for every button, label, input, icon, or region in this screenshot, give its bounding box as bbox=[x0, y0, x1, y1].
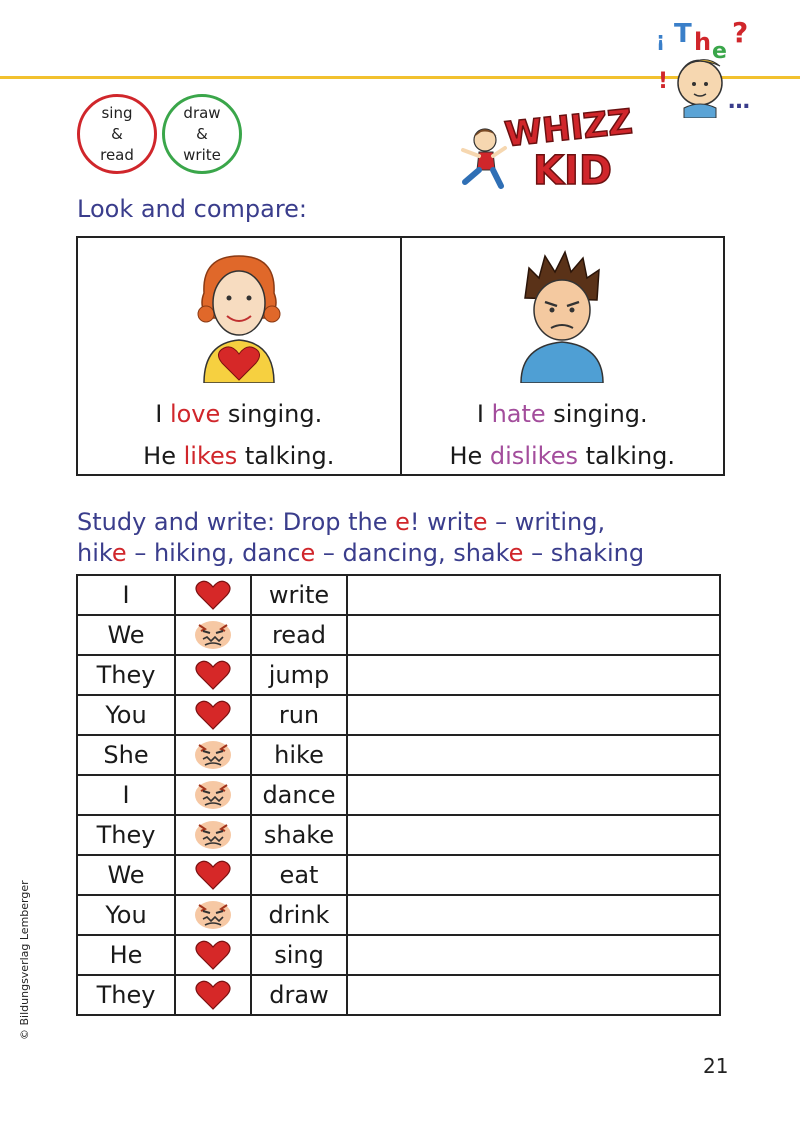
answer-cell[interactable] bbox=[347, 695, 720, 735]
subject-cell: I bbox=[77, 575, 175, 615]
verb-cell: read bbox=[251, 615, 347, 655]
angry-face-icon bbox=[175, 615, 251, 655]
angry-face-icon bbox=[175, 735, 251, 775]
likes-sentence bbox=[78, 442, 400, 470]
answer-cell[interactable] bbox=[347, 975, 720, 1015]
table-row bbox=[77, 695, 720, 735]
angry-face-icon bbox=[175, 895, 251, 935]
logo-line2: KID bbox=[533, 148, 613, 194]
answer-cell[interactable] bbox=[347, 855, 720, 895]
highlight-letter: e bbox=[111, 539, 127, 567]
verb-cell: run bbox=[251, 695, 347, 735]
sentence-text: I bbox=[155, 400, 170, 428]
heading-text: – shaking bbox=[523, 539, 645, 567]
answer-cell[interactable] bbox=[347, 655, 720, 695]
running-kid-icon bbox=[463, 129, 505, 186]
badge-text: & bbox=[111, 124, 123, 143]
answer-cell[interactable] bbox=[347, 775, 720, 815]
highlight-letter: e bbox=[508, 539, 524, 567]
dislikes-sentence bbox=[402, 442, 724, 470]
table-row bbox=[77, 735, 720, 775]
verb-cell: jump bbox=[251, 655, 347, 695]
table-row bbox=[77, 575, 720, 615]
sentence-text: He bbox=[143, 442, 184, 470]
corner-letter: ! bbox=[658, 69, 669, 94]
subject-cell: We bbox=[77, 855, 175, 895]
corner-letter: ¡ bbox=[656, 27, 666, 51]
corner-letter: … bbox=[728, 89, 750, 114]
sentence-text: talking. bbox=[237, 442, 335, 470]
answer-cell[interactable] bbox=[347, 815, 720, 855]
table-row bbox=[77, 815, 720, 855]
heading-text: ! writ bbox=[409, 508, 473, 536]
whizz-kid-logo bbox=[455, 92, 635, 201]
heading-text: Study and write: Drop the bbox=[77, 508, 396, 536]
highlight-letter: e bbox=[395, 508, 410, 536]
subject-cell: You bbox=[77, 895, 175, 935]
corner-letter: h bbox=[694, 28, 712, 56]
answer-cell[interactable] bbox=[347, 935, 720, 975]
table-row bbox=[77, 855, 720, 895]
subject-cell: We bbox=[77, 615, 175, 655]
sentence-text: singing. bbox=[220, 400, 323, 428]
highlight-word: love bbox=[169, 400, 221, 428]
hate-sentence bbox=[402, 400, 724, 428]
corner-character-illustration bbox=[650, 8, 780, 122]
happy-girl-illustration bbox=[184, 248, 294, 387]
verb-cell: sing bbox=[251, 935, 347, 975]
sing-read-badge bbox=[77, 94, 157, 174]
study-write-heading-line2 bbox=[77, 539, 644, 567]
answer-cell[interactable] bbox=[347, 575, 720, 615]
badge-text: write bbox=[183, 145, 221, 164]
heading-text: – writing, bbox=[487, 508, 606, 536]
table-row bbox=[77, 935, 720, 975]
draw-write-badge bbox=[162, 94, 242, 174]
table-row bbox=[77, 615, 720, 655]
verb-cell: shake bbox=[251, 815, 347, 855]
heart-icon bbox=[175, 855, 251, 895]
table-row bbox=[77, 975, 720, 1015]
corner-letter: e bbox=[712, 39, 727, 64]
subject-cell: You bbox=[77, 695, 175, 735]
badge-text: & bbox=[196, 124, 208, 143]
answer-cell[interactable] bbox=[347, 615, 720, 655]
table-row bbox=[77, 775, 720, 815]
highlight-letter: e bbox=[300, 539, 316, 567]
sentence-text: talking. bbox=[577, 442, 676, 470]
subject-cell: He bbox=[77, 935, 175, 975]
subject-cell: They bbox=[77, 655, 175, 695]
heart-icon bbox=[175, 575, 251, 615]
heading-text: – dancing, shak bbox=[315, 539, 509, 567]
answer-cell[interactable] bbox=[347, 895, 720, 935]
highlight-word: likes bbox=[183, 442, 238, 470]
love-sentence bbox=[78, 400, 400, 428]
compare-box bbox=[76, 236, 725, 476]
heart-icon bbox=[175, 935, 251, 975]
heart-icon bbox=[175, 975, 251, 1015]
grumpy-boy-illustration bbox=[507, 248, 617, 387]
verb-cell: eat bbox=[251, 855, 347, 895]
subject-cell: I bbox=[77, 775, 175, 815]
verb-cell: drink bbox=[251, 895, 347, 935]
verb-cell: draw bbox=[251, 975, 347, 1015]
page-number: 21 bbox=[703, 1054, 729, 1078]
logo-line1: WHIZZ bbox=[502, 102, 635, 156]
badge-text: read bbox=[100, 145, 134, 164]
subject-cell: She bbox=[77, 735, 175, 775]
heart-icon bbox=[175, 655, 251, 695]
corner-letter: ? bbox=[732, 16, 749, 49]
corner-letter: T bbox=[674, 19, 692, 49]
verb-cell: write bbox=[251, 575, 347, 615]
heading-text: – hiking, danc bbox=[126, 539, 301, 567]
verb-cell: hike bbox=[251, 735, 347, 775]
compare-left-cell bbox=[78, 238, 400, 474]
writing-table bbox=[76, 574, 721, 1016]
compare-right-cell bbox=[400, 238, 724, 474]
badge-text: sing bbox=[101, 103, 133, 122]
copyright-note: © Bildungsverlag Lemberger bbox=[18, 880, 31, 1040]
look-compare-heading: Look and compare: bbox=[77, 195, 308, 223]
table-row bbox=[77, 895, 720, 935]
study-write-heading-line1 bbox=[77, 508, 605, 536]
sentence-text: singing. bbox=[545, 400, 648, 428]
badge-text: draw bbox=[183, 103, 221, 122]
angry-face-icon bbox=[175, 775, 251, 815]
highlight-letter: e bbox=[472, 508, 488, 536]
subject-cell: They bbox=[77, 815, 175, 855]
heading-text: hik bbox=[77, 539, 112, 567]
verb-cell: dance bbox=[251, 775, 347, 815]
sentence-text: He bbox=[449, 442, 490, 470]
sentence-text: I bbox=[476, 400, 492, 428]
heart-icon bbox=[175, 695, 251, 735]
subject-cell: They bbox=[77, 975, 175, 1015]
table-row bbox=[77, 655, 720, 695]
angry-face-icon bbox=[175, 815, 251, 855]
highlight-word: dislikes bbox=[489, 442, 578, 470]
answer-cell[interactable] bbox=[347, 735, 720, 775]
highlight-word: hate bbox=[491, 400, 546, 428]
